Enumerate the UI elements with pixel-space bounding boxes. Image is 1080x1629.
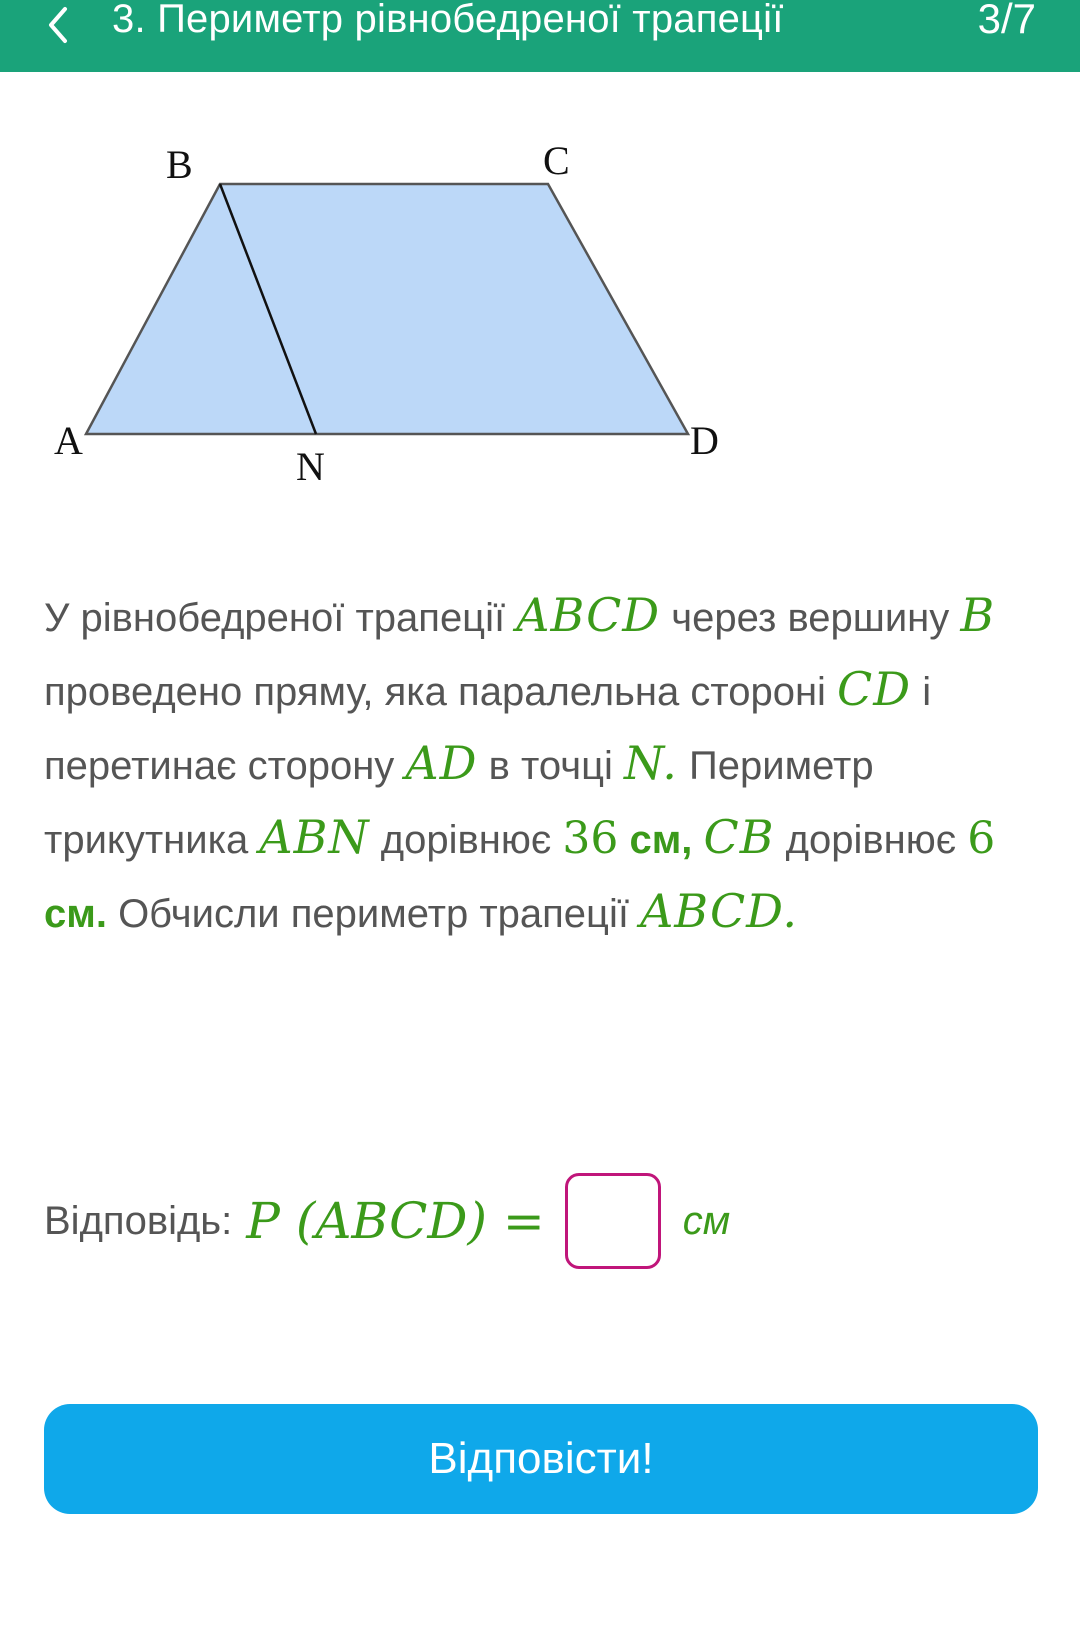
math-number: 36 [562,813,619,864]
problem-text: і перетинає сторону [44,670,932,788]
problem-statement [44,580,1044,950]
math-number: 6 [967,813,996,864]
problem-text: Периметр трикутника [44,744,874,862]
point-label-n: N [296,444,325,489]
problem-text: дорівнює [774,818,968,862]
math-term: ABN [259,810,370,864]
math-term: CD [837,662,912,716]
formula-p: P [246,1192,280,1250]
page-title: 3. Периметр рівнобедреної трапеції [112,0,784,41]
math-term: ABCD [516,588,661,642]
problem-text: проведено пряму, яка паралельна стороні [44,670,838,714]
chevron-left-icon [43,5,73,45]
trapezoid-diagram [40,130,760,510]
vertex-label-d: D [690,418,719,463]
math-unit: см, [618,818,704,862]
back-button[interactable] [30,0,86,50]
problem-text: в точці [477,744,624,788]
answer-row [44,1176,730,1266]
trapezoid-shape [86,184,688,434]
answer-label: Відповідь: [44,1198,233,1243]
math-term: ABCD. [640,884,799,938]
vertex-label-c: C [543,138,570,183]
answer-formula [246,1192,545,1250]
trapezoid-figure [40,130,760,515]
problem-text: Обчисли периметр трапеції [106,892,641,936]
answer-input[interactable] [565,1173,661,1269]
problem-text: У рівнобедреної трапеції [44,596,517,640]
top-bar [0,0,1080,72]
math-term: N. [623,736,678,790]
formula-expression: (ABCD) = [295,1192,545,1250]
vertex-label-b: B [166,142,193,187]
progress-counter: 3/7 [977,0,1036,42]
math-unit: см. [44,892,107,936]
math-term: B [960,588,996,642]
math-term: AD [405,736,478,790]
answer-unit: см [682,1198,731,1243]
problem-text: дорівнює [369,818,563,862]
submit-answer-button[interactable]: Відповісти! [44,1404,1038,1514]
problem-text: через вершину [660,596,961,640]
vertex-label-a: A [54,418,83,463]
math-term: CB [703,810,775,864]
